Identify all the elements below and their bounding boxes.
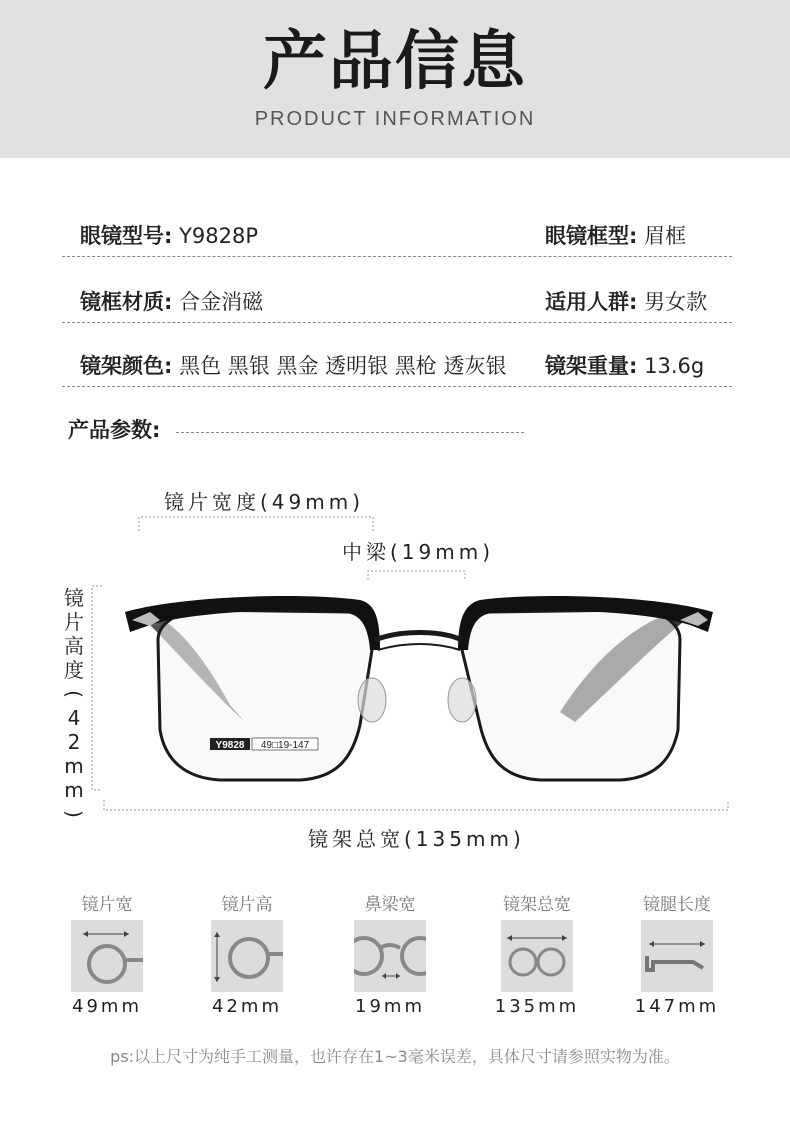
temple-size-text: 49□19-147: [260, 740, 310, 751]
measurement-value: 42mm: [212, 996, 282, 1017]
measurement-label: 镜片高: [221, 895, 273, 915]
measurement-label: 镜腿长度: [643, 895, 711, 915]
params-heading: 产品参数:: [68, 418, 161, 442]
measurement-value: 147mm: [634, 996, 720, 1017]
page-subtitle: PRODUCT INFORMATION: [254, 108, 536, 130]
spec-color-label: 镜架颜色:: [80, 354, 173, 378]
measurement-icon: [354, 920, 426, 992]
bridge-label: 中梁(19mm): [342, 540, 495, 564]
bridge: [375, 633, 462, 641]
spec-weight-label: 镜架重量:: [545, 354, 638, 378]
spec-weight-value: 13.6g: [644, 354, 705, 378]
measurement-label: 镜片宽: [81, 895, 133, 915]
left-nose-pad: [358, 678, 386, 722]
left-lens: [158, 610, 373, 780]
spec-model-value: Y9828P: [179, 224, 259, 248]
measurement-note: ps:以上尺寸为纯手工测量，也许存在1~3毫米误差，具体尺寸请参照实物为准。: [110, 1047, 680, 1066]
spec-material-value: 合金消磁: [179, 290, 264, 314]
measurement-value: 49mm: [72, 996, 142, 1017]
right-lens: [462, 610, 680, 780]
lens-height-label: 镜 片 高 度 ( 4 2 m m ): [62, 586, 86, 818]
spec-color-value: 黑色 黑银 黑金 透明银 黑枪 透灰银: [179, 354, 507, 378]
measurement-value: 135mm: [494, 996, 580, 1017]
measurement-value: 19mm: [355, 996, 425, 1017]
temple-model-text: Y9828: [215, 740, 245, 751]
measurement-icon: [71, 920, 143, 992]
measurement-icon: [641, 920, 713, 992]
measurement-icon: [211, 920, 283, 992]
page-title: 产品信息: [263, 25, 527, 99]
spec-material-label: 镜框材质:: [80, 290, 173, 314]
total-width-label: 镜架总宽(135mm): [308, 827, 525, 851]
spec-audience-label: 适用人群:: [545, 290, 638, 314]
lens-width-label: 镜片宽度(49mm): [164, 490, 365, 514]
right-nose-pad: [448, 678, 476, 722]
spec-frame-type-label: 眼镜框型:: [545, 224, 638, 248]
measurement-label: 鼻梁宽: [364, 895, 416, 915]
measurement-label: 镜架总宽: [503, 895, 571, 915]
spec-model-label: 眼镜型号:: [80, 224, 173, 248]
measurement-icon: [501, 920, 573, 992]
spec-audience-value: 男女款: [644, 290, 708, 314]
spec-frame-type-value: 眉框: [644, 224, 687, 248]
